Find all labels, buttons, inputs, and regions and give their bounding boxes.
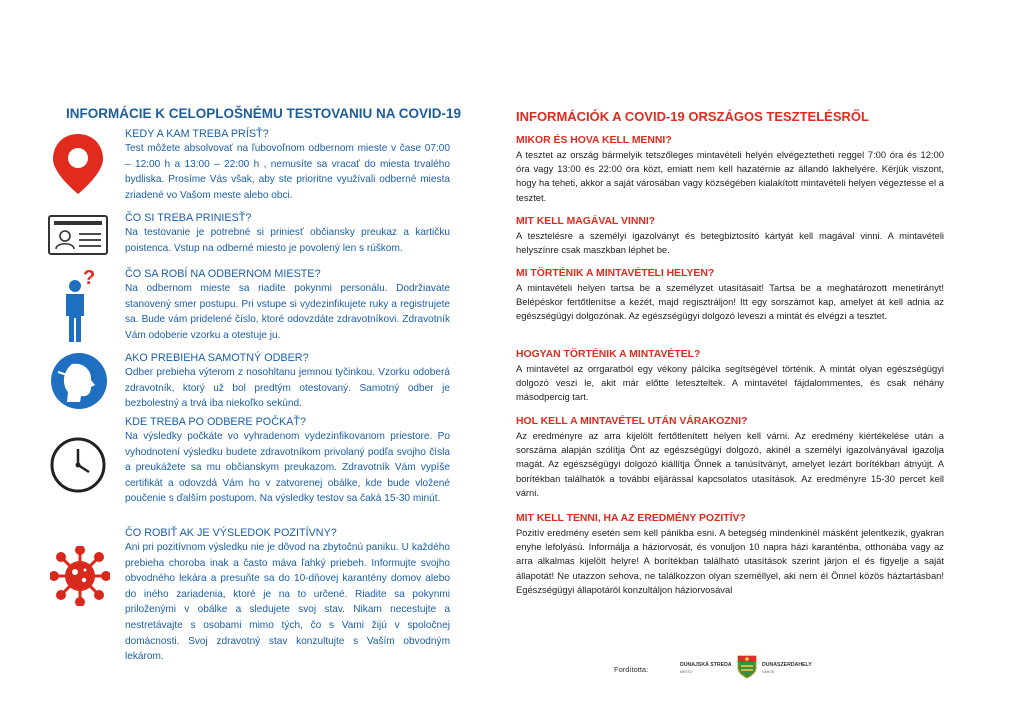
nose-swab-icon xyxy=(50,352,108,410)
section-text: Az eredményre az arra kijelölt fertőtlenített helyen kell várni. Az eredmény kiértékelése után a sorszáma alapján szólítja Önt az egészségügyi dolgozó, akinél a személyi igazolványával igazolja magát. Az egészségügyi dolgozó kiállítja Önnek a tanúsítványt, amelyet lezárt borítékban átnyújt. A borítékban találhatók a további eljárással kapcsolatos utasítások. Az eredményre 15-30 percet kell várni. xyxy=(516,430,944,498)
section-text: Test môžete absolvovať na ľubovoľnom odbernom mieste v čase 07:00 – 12:00 h a 13:00 – 22:00 h , nemusíte sa vracať do miesta trvalého bydliska. Prosíme Vás však, aby ste prioritne využívali odberné miesta zriadené vo Vašom meste alebo obci. xyxy=(125,143,450,201)
section-text: Odber prebieha výterom z nosohltanu jemnou tyčinkou. Vzorku odoberá zdravotník, ktorý už bol predtým otestovaný. Samotný odber je bezbolestný a trvá iba niekoľko sekúnd. xyxy=(125,367,450,410)
logo-left-sub: MESTO xyxy=(680,669,693,674)
left-section-at-site xyxy=(125,268,450,343)
section-text: Na testovanie je potrebné si priniesť občiansky preukaz a kartičku poistenca. Vstup na odberné miesto je povolený len s rúškom. xyxy=(125,227,450,254)
section-text: A tesztet az ország bármelyik tetszőleges mintavételi helyén elvégeztetheti reggel 7:00 óra és 12:00 óra vagy 13:00 és 22:00 óra közt, emiatt nem kell hazatérnie az állandó lakhelyére. Kérjük viszont, hogy ha teheti, akkor a saját városában vagy községében kialakított mintavételi helyen végeztesse el a tesztet. xyxy=(516,149,944,203)
virus-icon xyxy=(50,546,110,606)
id-card-icon xyxy=(47,214,109,256)
right-title: INFORMÁCIÓK A COVID-19 ORSZÁGOS TESZTELÉSRŐL xyxy=(516,109,869,124)
section-heading: KEDY A KAM TREBA PRÍSŤ? xyxy=(125,128,269,140)
section-heading: HOL KELL A MINTAVÉTEL UTÁN VÁRAKOZNI? xyxy=(516,416,748,427)
section-text: A mintavételi helyen tartsa be a személyzet utasításait! Tartsa be a meghatározott menetirányt! Belépéskor fertőtlenítse a kezét, majd regisztráljon! Itt egy sorszámot kap, amelyet át kell adnia az egészségügyi dolgozónak. Az egészségügyi dolgozó leveszi a mintát és elvégzi a tesztet. xyxy=(516,282,944,322)
section-text: Na odbernom mieste sa riadite pokynmi personálu. Dodržiavate stanovený smer postupu. Pri vstupe si vydezinfikujete ruky a registrujete sa. Bude vám pridelené číslo, ktoré odovzdáte zdravotníkovi. Zdravotník Vám odoberie vzorku a otestuje ju. xyxy=(125,283,450,341)
logo-text-right xyxy=(762,662,812,675)
clock-icon xyxy=(49,436,107,494)
section-text: A mintavétel az orrgaratból egy vékony pálcika segítségével történik. A mintát olyan egészségügyi dolgozó veszi le, akit már előtte leteszteltek. A mintavétel fájdalommentes, és csak néhány másodpercig tart. xyxy=(516,363,944,403)
section-heading: MIT KELL MAGÁVAL VINNI? xyxy=(516,216,656,227)
section-text: Pozitív eredmény esetén sem kell pánikba esni. A betegség mindenkinél másként jelentkezik, gyakran enyhe lefolyású. Informálja a háziorvosát, és vonuljon 10 napra házi karanténba, otthonába vagy az arra alkalmas kijelölt helyre! A borítékban található utasítások szerint járjon el és figyelje a saját állapotát! Ne utazzon sehova, ne találkozzon olyan személlyel, aki nem él Önnel közös háztartásban! Egészségügyi állapotáról konzultáljon háziorvosával xyxy=(516,527,944,595)
section-heading: AKO PREBIEHA SAMOTNÝ ODBER? xyxy=(125,352,309,364)
person-question-icon xyxy=(57,266,103,344)
section-text: Na výsledky počkáte vo vyhradenom vydezinfikovanom priestore. Po vyhodnotení výsledku budete zdravotníkom privolaný podľa svojho čísla a preukážete sa mu občianskym preukazom. Zdravotník Vám vypíše certifikát a odovzdá Vám ho v zatvorenej obálke, kde bude vložené poučenie s ďalším postupom. Na výsledky testov sa čaká 15-30 minút. xyxy=(125,431,450,505)
right-section-waiting xyxy=(516,416,944,500)
right-section-sampling xyxy=(516,349,944,405)
right-section-when-where xyxy=(516,135,944,205)
section-heading: ČO SA ROBÍ NA ODBERNOM MIESTE? xyxy=(125,268,321,280)
translated-by-label: Fordította: xyxy=(614,665,649,674)
left-title: INFORMÁCIE K CELOPLOŠNÉMU TESTOVANIU NA COVID-19 xyxy=(66,106,462,121)
coat-of-arms-icon xyxy=(737,655,757,679)
left-section-what-to-bring xyxy=(125,212,450,256)
map-pin-icon xyxy=(50,132,106,196)
right-section-at-site xyxy=(516,268,944,324)
left-section-when-where xyxy=(125,128,450,203)
section-heading: MIKOR ÉS HOVA KELL MENNI? xyxy=(516,135,672,146)
section-heading: HOGYAN TÖRTÉNIK A MINTAVÉTEL? xyxy=(516,349,701,360)
section-text: Ani pri pozitívnom výsledku nie je dôvod na zbytočnú paniku. U každého prebieha choroba inak a často máva ľahký priebeh. Informujte svojho obvodného lekára a presuňte sa do 10-dňovej karantény domov alebo do iného zariadenia, ktoré je na to určené. Riadite sa pokynmi priloženými v obálke a sledujete svoj stav. Nikam necestujte a nestretávajte s osobami mimo tých, čo s Vami žijú v spoločnej domácnosti. Svoj zdravotný stav konzultujte s Vaším obvodným lekárom. xyxy=(125,542,450,663)
right-section-positive xyxy=(516,513,944,597)
logo-text-left xyxy=(680,662,732,675)
left-section-sampling xyxy=(125,352,450,412)
logo-right-name: DUNASZERDAHELY xyxy=(762,662,812,668)
section-heading: MI TÖRTÉNIK A MINTAVÉTELI HELYEN? xyxy=(516,268,715,279)
right-section-what-to-bring xyxy=(516,216,944,257)
section-heading: MIT KELL TENNI, HA AZ EREDMÉNY POZITÍV? xyxy=(516,513,746,524)
left-section-waiting xyxy=(125,416,450,507)
logo-left-name: DUNAJSKÁ STREDA xyxy=(680,662,732,668)
section-heading: ČO ROBIŤ AK JE VÝSLEDOK POZITÍVNY? xyxy=(125,527,337,539)
section-heading: KDE TREBA PO ODBERE POČKAŤ? xyxy=(125,416,307,428)
section-heading: ČO SI TREBA PRINIESŤ? xyxy=(125,212,252,224)
logo-right-sub: VÁROS xyxy=(762,669,775,674)
left-section-positive xyxy=(125,527,450,665)
section-text: A tesztelésre a személyi igazolványt és betegbiztosító kártyát kell magával vinni. A mintavételi helyszínre csak maszkban léphet be. xyxy=(516,230,944,256)
svg-text:?: ? xyxy=(83,267,96,289)
